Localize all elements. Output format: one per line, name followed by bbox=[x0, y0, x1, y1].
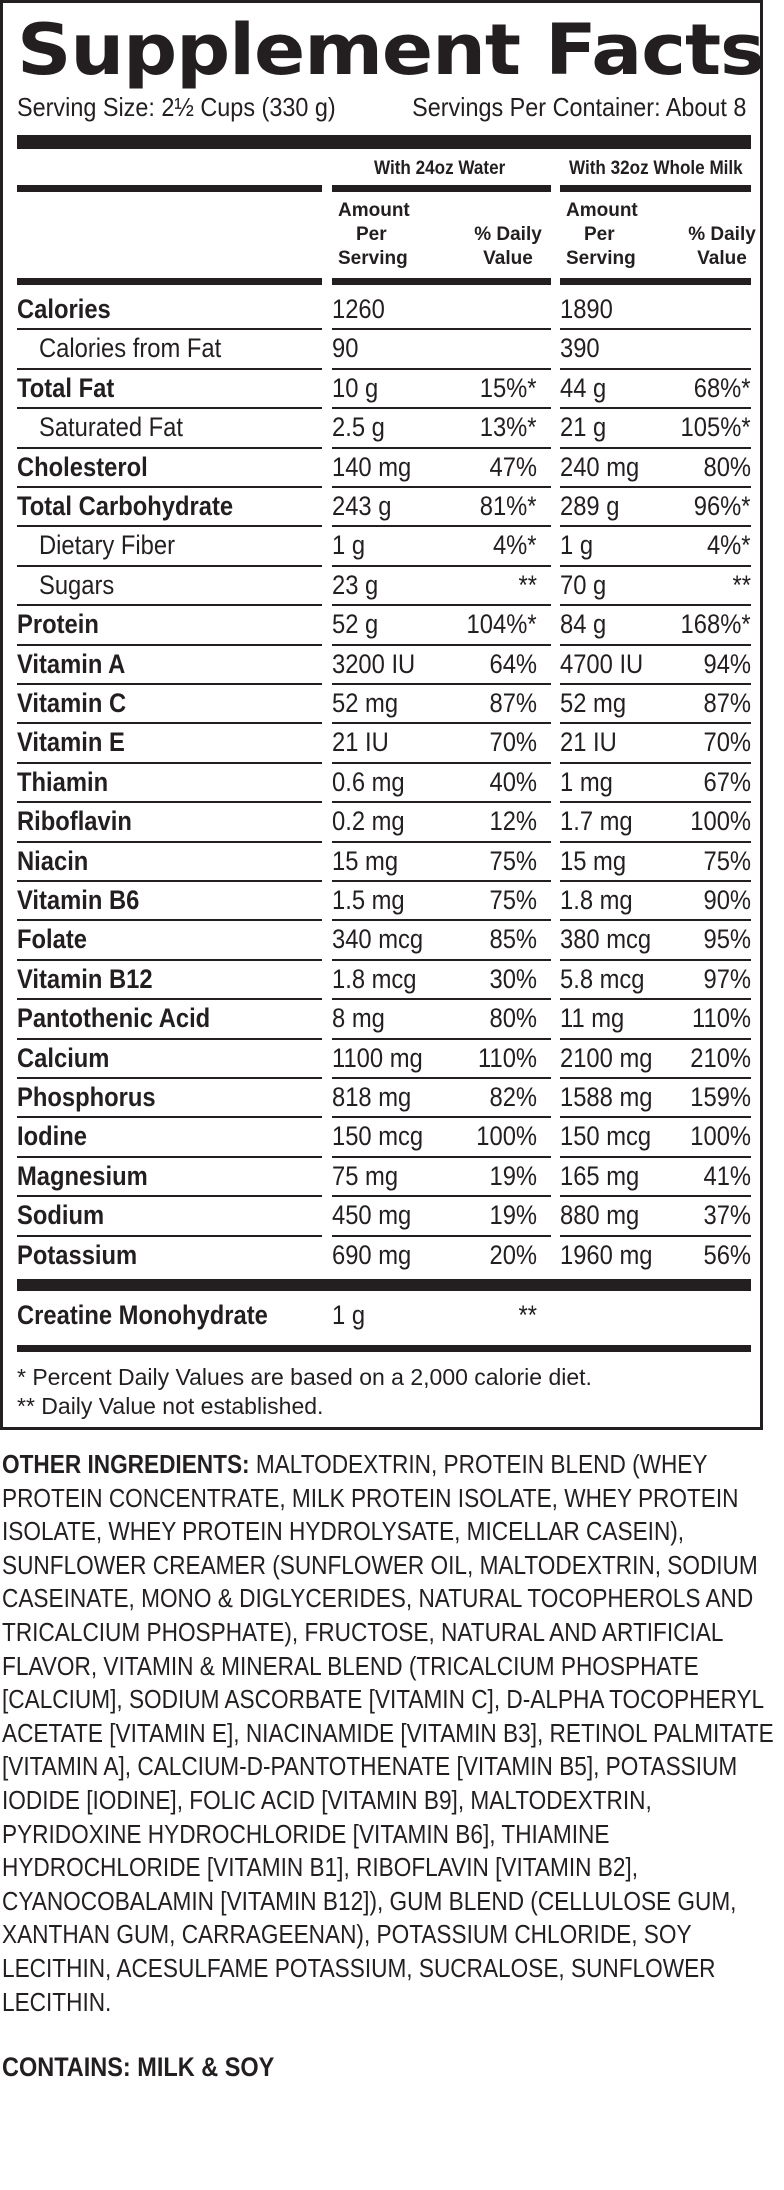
amount-milk: 1588 mg bbox=[560, 1082, 653, 1112]
nutrient-row bbox=[17, 1117, 751, 1156]
column-rule-milk bbox=[560, 185, 751, 192]
dv-milk: 68%* bbox=[694, 372, 751, 403]
dv-milk: 95% bbox=[703, 924, 751, 955]
nutrient-row bbox=[17, 684, 751, 723]
amount-header-milk bbox=[566, 199, 638, 271]
dv-water: 87% bbox=[489, 688, 537, 718]
amount-water: 1.8 mcg bbox=[332, 963, 417, 994]
nutrient-name: Total Fat bbox=[17, 372, 115, 403]
amount-water: 1260 bbox=[332, 294, 385, 324]
amount-milk: 4700 IU bbox=[560, 648, 644, 679]
dv-milk: 110% bbox=[691, 1003, 751, 1034]
nutrient-row bbox=[17, 1196, 751, 1235]
column-group-water: With 24oz Water bbox=[374, 158, 506, 179]
thick-rule-footer bbox=[17, 1345, 751, 1352]
nutrient-name: Potassium bbox=[17, 1239, 138, 1270]
dv-water: 104%* bbox=[466, 609, 537, 640]
amount-water: 23 g bbox=[332, 569, 379, 600]
nutrient-row bbox=[17, 999, 751, 1038]
nutrient-name: Thiamin bbox=[17, 766, 109, 797]
amount-milk: 240 mg bbox=[560, 451, 640, 482]
column-rule-name bbox=[17, 185, 322, 192]
amount-water: 52 g bbox=[332, 609, 379, 640]
amount-milk: 1890 bbox=[560, 294, 613, 324]
column-rule-water bbox=[332, 185, 551, 192]
amount-milk: 15 mg bbox=[560, 845, 627, 876]
amount-water: 818 mg bbox=[332, 1082, 412, 1112]
nutrient-row bbox=[17, 802, 751, 841]
amount-milk: 11 mg bbox=[560, 1003, 625, 1034]
amount-header-line-2: Per bbox=[356, 224, 387, 245]
header-rule-water bbox=[332, 278, 551, 285]
panel-title: Supplement Facts bbox=[17, 9, 764, 91]
thick-rule-bottom bbox=[17, 1279, 751, 1291]
amount-water: 10 g bbox=[332, 372, 379, 403]
dv-water: 12% bbox=[489, 806, 537, 837]
dv-water: 19% bbox=[489, 1200, 537, 1231]
serving-size: Serving Size: 2½ Cups (330 g) bbox=[17, 92, 336, 122]
dv-water: 81%* bbox=[480, 491, 537, 521]
nutrient-name: Folate bbox=[17, 924, 87, 955]
nutrient-name: Magnesium bbox=[17, 1160, 148, 1191]
amount-milk: 380 mcg bbox=[560, 924, 652, 955]
dv-water: 40% bbox=[489, 766, 537, 797]
dv-water: 80% bbox=[489, 1003, 537, 1034]
amount-header-line-1: Amount bbox=[338, 200, 410, 221]
amount-water: 2.5 g bbox=[332, 412, 385, 443]
nutrient-row bbox=[17, 881, 751, 920]
amount-water: 21 IU bbox=[332, 727, 389, 758]
amount-water: 690 mg bbox=[332, 1239, 412, 1270]
nutrient-name: Calories bbox=[17, 294, 111, 324]
dv-water: 110% bbox=[477, 1042, 537, 1073]
nutrient-name: Vitamin C bbox=[17, 688, 127, 718]
nutrient-name: Phosphorus bbox=[17, 1082, 156, 1112]
amount-water: 1 g bbox=[332, 530, 366, 561]
amount-milk: 70 g bbox=[560, 569, 607, 600]
amount-water: 0.6 mg bbox=[332, 766, 405, 797]
amount-milk: 84 g bbox=[560, 609, 607, 640]
amount-header-line-3: Serving bbox=[566, 248, 636, 269]
nutrient-row bbox=[17, 526, 751, 565]
nutrient-row bbox=[17, 408, 751, 447]
nutrient-name: Vitamin A bbox=[17, 648, 126, 679]
dv-milk: 96%* bbox=[694, 491, 751, 521]
dv-water: 100% bbox=[476, 1121, 537, 1152]
dv-milk: 159% bbox=[690, 1082, 751, 1112]
nutrient-row bbox=[17, 763, 751, 802]
allergen-statement: CONTAINS: MILK & SOY bbox=[2, 2052, 275, 2082]
nutrient-name: Sugars bbox=[39, 569, 115, 600]
dv-water: 75% bbox=[489, 885, 537, 915]
amount-milk: 2100 mg bbox=[560, 1042, 653, 1073]
nutrient-name: Dietary Fiber bbox=[39, 530, 176, 561]
creatine-name: Creatine Monohydrate bbox=[17, 1300, 268, 1330]
nutrient-name: Cholesterol bbox=[17, 451, 148, 482]
nutrient-row bbox=[17, 448, 751, 487]
dv-water: 19% bbox=[489, 1160, 537, 1191]
dv-milk: 210% bbox=[690, 1042, 751, 1073]
dv-milk: 56% bbox=[703, 1239, 751, 1270]
nutrient-name: Niacin bbox=[17, 845, 89, 876]
amount-milk: 1.7 mg bbox=[560, 806, 633, 837]
amount-milk: 390 bbox=[560, 333, 600, 364]
nutrient-row bbox=[17, 1236, 751, 1275]
header-rule-milk bbox=[560, 278, 751, 285]
amount-water: 1100 mg bbox=[332, 1042, 423, 1073]
dv-water: 4%* bbox=[493, 530, 537, 561]
amount-milk: 5.8 mcg bbox=[560, 963, 645, 994]
dv-milk: 100% bbox=[690, 1121, 751, 1152]
dv-water: 47% bbox=[489, 451, 537, 482]
dv-water: 82% bbox=[489, 1082, 537, 1112]
dv-header-line-1: % Daily bbox=[474, 224, 542, 245]
dv-water: ** bbox=[518, 569, 537, 600]
amount-milk: 44 g bbox=[560, 372, 607, 403]
dv-header-water bbox=[465, 223, 551, 271]
amount-milk: 165 mg bbox=[560, 1160, 640, 1191]
nutrient-name: Vitamin E bbox=[17, 727, 125, 758]
amount-milk: 21 g bbox=[560, 412, 607, 443]
amount-water: 1.5 mg bbox=[332, 885, 405, 915]
dv-water: 85% bbox=[489, 924, 537, 955]
dv-milk: 41% bbox=[703, 1160, 751, 1191]
other-ingredients-label: OTHER INGREDIENTS: bbox=[2, 1449, 250, 1479]
dv-milk: ** bbox=[732, 569, 751, 600]
amount-water: 340 mcg bbox=[332, 924, 424, 955]
dv-water: 20% bbox=[489, 1239, 537, 1270]
amount-milk: 52 mg bbox=[560, 688, 627, 718]
amount-milk: 880 mg bbox=[560, 1200, 640, 1231]
nutrient-name: Saturated Fat bbox=[39, 412, 183, 443]
dv-milk: 90% bbox=[703, 885, 751, 915]
nutrient-name: Pantothenic Acid bbox=[17, 1003, 211, 1034]
nutrient-row bbox=[17, 369, 751, 408]
dv-header-milk bbox=[679, 223, 765, 271]
nutrient-row bbox=[17, 842, 751, 881]
amount-header-line-1: Amount bbox=[566, 200, 638, 221]
nutrient-row bbox=[17, 1157, 751, 1196]
dv-milk: 37% bbox=[703, 1200, 751, 1231]
servings-per-container: Servings Per Container: About 8 bbox=[411, 92, 746, 122]
dv-milk: 100% bbox=[690, 806, 751, 837]
footnote-not-established: ** Daily Value not established. bbox=[17, 1393, 324, 1419]
amount-header-line-2: Per bbox=[584, 224, 615, 245]
amount-water: 8 mg bbox=[332, 1003, 385, 1034]
nutrient-name: Vitamin B6 bbox=[17, 885, 140, 915]
dv-header-line-1: % Daily bbox=[688, 224, 756, 245]
dv-milk: 94% bbox=[703, 648, 751, 679]
other-ingredients-text: MALTODEXTRIN, PROTEIN BLEND (WHEY PROTEIN CONCENTRATE, MILK PROTEIN ISOLATE, WHEY PROTEIN ISOLATE, WHEY PROTEIN HYDROLYSATE, MICELLAR CASEIN), SUNFLOWER CREAMER (SUNFLOWER OIL, MALTODEXTRIN, SODIUM CASEINATE, MONO & DIGLYCERIDES, NATURAL TOCOPHEROLS AND TRICALCIUM PHOSPHATE), FRUCTOSE, NATURAL AND ARTIFICIAL FLAVOR, VITAMIN & MINERAL BLEND (TRICALCIUM PHOSPHATE [CALCIUM], SODIUM ASCORBATE [VITAMIN C], D-ALPHA TOCOPHERYL ACETATE [VITAMIN E], NIACINAMIDE [VITAMIN B3], RETINOL PALMITATE [VITAMIN A], CALCIUM-D-PANTOTHENATE [VITAMIN B5], POTASSIUM IODIDE [IODINE], FOLIC ACID [VITAMIN B9], MALTODEXTRIN, PYRIDOXINE HYDROCHLORIDE [VITAMIN B6], THIAMINE HYDROCHLORIDE [VITAMIN B1], RIBOFLAVIN [VITAMIN B2], CYANOCOBALAMIN [VITAMIN B12]), GUM BLEND (CELLULOSE GUM, XANTHAN GUM, CARRAGEENAN), POTASSIUM CHLORIDE, SOY LECITHIN, ACESULFAME POTASSIUM, SUCRALOSE, SUNFLOWER LECITHIN. bbox=[2, 1449, 774, 2017]
nutrient-row bbox=[17, 723, 751, 762]
footnote-daily-values: * Percent Daily Values are based on a 2,000 calorie diet. bbox=[17, 1364, 592, 1390]
header-rule-name bbox=[17, 278, 322, 285]
creatine-amount: 1 g bbox=[332, 1300, 366, 1330]
nutrient-name: Iodine bbox=[17, 1121, 87, 1152]
amount-water: 75 mg bbox=[332, 1160, 399, 1191]
dv-milk: 80% bbox=[703, 451, 751, 482]
dv-milk: 67% bbox=[703, 766, 751, 797]
dv-water: 15%* bbox=[480, 372, 537, 403]
nutrient-name: Total Carbohydrate bbox=[17, 491, 234, 521]
amount-water: 150 mcg bbox=[332, 1121, 424, 1152]
other-ingredients bbox=[2, 1448, 776, 2019]
creatine-row bbox=[17, 1296, 751, 1335]
amount-water: 243 g bbox=[332, 491, 392, 521]
nutrient-name: Calories from Fat bbox=[39, 333, 222, 364]
nutrient-row bbox=[17, 329, 751, 368]
dv-header-line-2: Value bbox=[697, 248, 747, 269]
amount-milk: 1 g bbox=[560, 530, 594, 561]
nutrient-row bbox=[17, 290, 751, 329]
amount-water: 90 bbox=[332, 333, 359, 364]
nutrient-row bbox=[17, 645, 751, 684]
nutrient-row bbox=[17, 1039, 751, 1078]
nutrient-name: Calcium bbox=[17, 1042, 110, 1073]
nutrient-name: Sodium bbox=[17, 1200, 105, 1231]
amount-milk: 21 IU bbox=[560, 727, 617, 758]
amount-water: 0.2 mg bbox=[332, 806, 405, 837]
nutrient-row bbox=[17, 960, 751, 999]
nutrient-name: Vitamin B12 bbox=[17, 963, 153, 994]
thick-rule-top bbox=[17, 135, 751, 149]
dv-header-line-2: Value bbox=[483, 248, 533, 269]
nutrient-row bbox=[17, 1078, 751, 1117]
amount-milk: 289 g bbox=[560, 491, 620, 521]
creatine-dv: ** bbox=[518, 1300, 537, 1330]
amount-water: 450 mg bbox=[332, 1200, 412, 1231]
dv-milk: 75% bbox=[703, 845, 751, 876]
nutrient-row bbox=[17, 605, 751, 644]
dv-water: 75% bbox=[489, 845, 537, 876]
amount-header-water bbox=[338, 199, 410, 271]
amount-milk: 1 mg bbox=[560, 766, 613, 797]
amount-milk: 150 mcg bbox=[560, 1121, 652, 1152]
dv-water: 13%* bbox=[480, 412, 537, 443]
dv-milk: 105%* bbox=[680, 412, 751, 443]
nutrient-row bbox=[17, 920, 751, 959]
amount-milk: 1.8 mg bbox=[560, 885, 633, 915]
dv-water: 64% bbox=[489, 648, 537, 679]
nutrient-name: Riboflavin bbox=[17, 806, 132, 837]
amount-water: 140 mg bbox=[332, 451, 412, 482]
dv-water: 70% bbox=[489, 727, 537, 758]
amount-water: 15 mg bbox=[332, 845, 399, 876]
column-group-milk: With 32oz Whole Milk bbox=[569, 158, 743, 179]
amount-milk: 1960 mg bbox=[560, 1239, 653, 1270]
dv-milk: 97% bbox=[703, 963, 751, 994]
dv-water: 30% bbox=[489, 963, 537, 994]
dv-milk: 4%* bbox=[707, 530, 751, 561]
nutrient-name: Protein bbox=[17, 609, 99, 640]
dv-milk: 70% bbox=[703, 727, 751, 758]
dv-milk: 168%* bbox=[680, 609, 751, 640]
dv-milk: 87% bbox=[703, 688, 751, 718]
amount-water: 3200 IU bbox=[332, 648, 416, 679]
amount-header-line-3: Serving bbox=[338, 248, 408, 269]
nutrient-row bbox=[17, 487, 751, 526]
amount-water: 52 mg bbox=[332, 688, 399, 718]
nutrient-row bbox=[17, 566, 751, 605]
